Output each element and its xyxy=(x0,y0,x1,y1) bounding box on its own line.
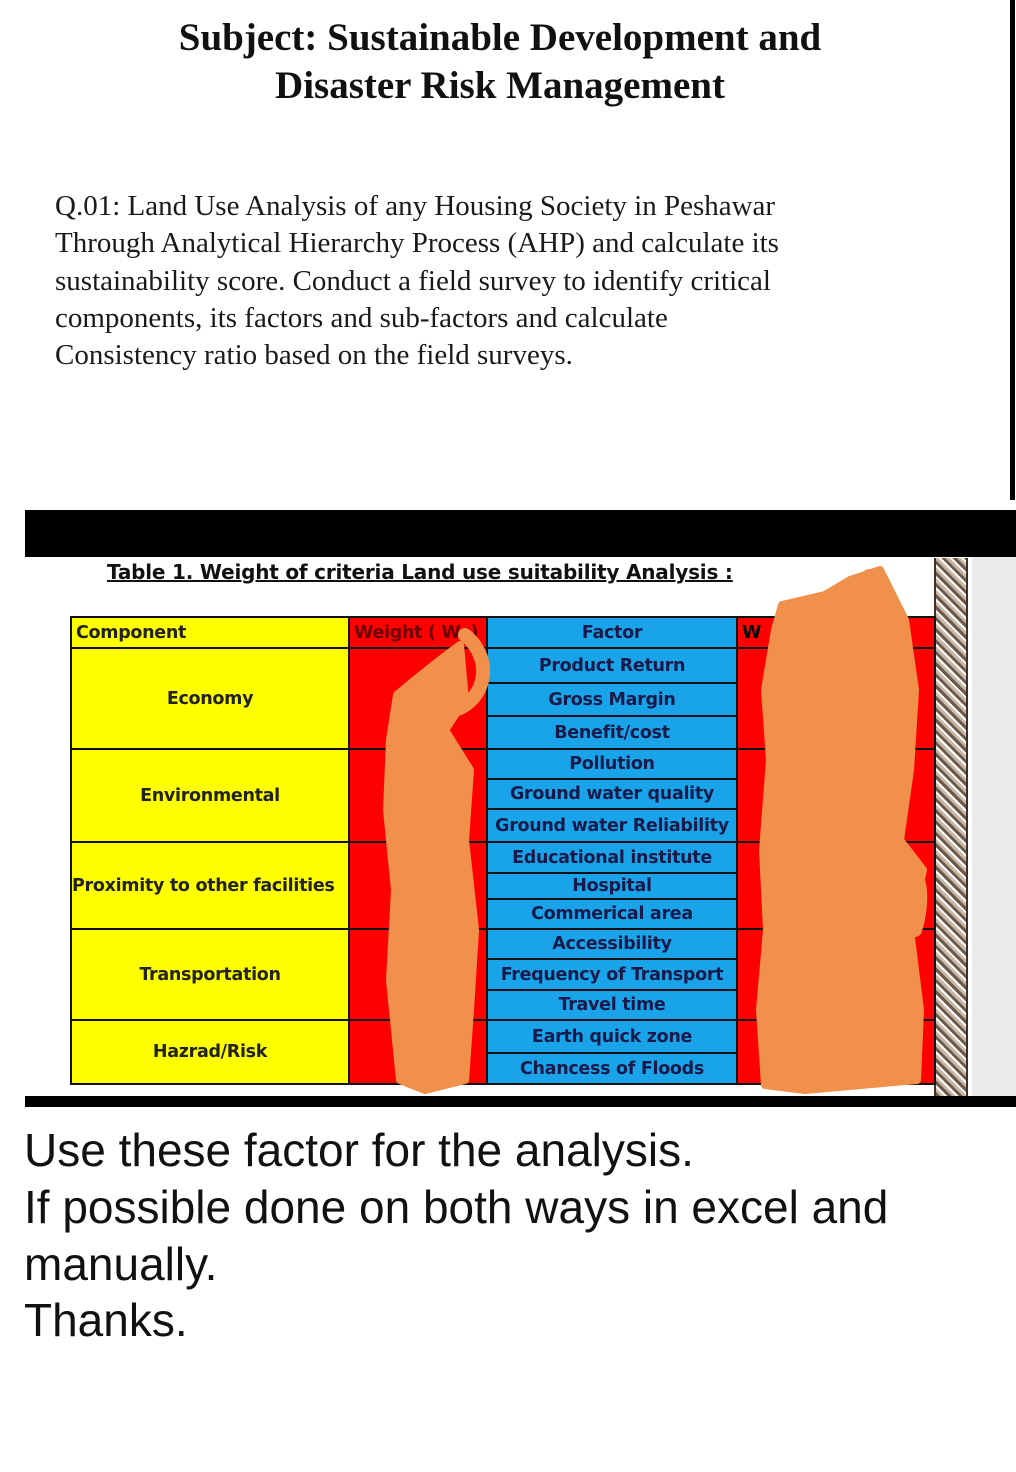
message-line: Use these factor for the analysis. xyxy=(24,1124,694,1176)
header-factor: Factor xyxy=(486,616,738,649)
message-line: If possible done on both ways in excel and xyxy=(24,1180,889,1233)
factor-cell: Chancess of Floods xyxy=(486,1052,738,1085)
subject-line-2: Disaster Risk Management xyxy=(275,64,725,107)
factor-cell: Ground water quality xyxy=(486,778,738,810)
question-line: sustainability score. Conduct a field survey to identify critical xyxy=(55,264,771,297)
page-edge-rule xyxy=(1010,0,1015,500)
header-value: W xyxy=(736,616,936,649)
factor-cell: Benefit/cost xyxy=(486,715,738,750)
screenshot-bottom-bar xyxy=(25,1096,1016,1107)
factor-cell: Accessibility xyxy=(486,928,738,960)
factor-cell: Commerical area xyxy=(486,898,738,930)
factor-cell: Ground water Reliability xyxy=(486,808,738,843)
component-environmental: Environmental xyxy=(70,748,350,843)
component-economy: Economy xyxy=(70,647,350,750)
factor-cell: Frequency of Transport xyxy=(486,958,738,991)
factor-cell: Gross Margin xyxy=(486,682,738,717)
question-line: Consistency ratio based on the field surveys. xyxy=(55,339,573,372)
question-line: components, its factors and sub-factors and calculate xyxy=(55,301,668,334)
table-title: Table 1. Weight of criteria Land use suitability Analysis : xyxy=(107,560,733,584)
factor-cell: Travel time xyxy=(486,989,738,1021)
factor-cell: Product Return xyxy=(486,647,738,684)
factor-cell: Educational institute xyxy=(486,841,738,874)
question-line: Q.01: Land Use Analysis of any Housing Society in Peshawar xyxy=(55,190,776,222)
factor-cell: Earth quick zone xyxy=(486,1019,738,1054)
cropped-text-remnant xyxy=(250,0,730,10)
component-proximity: Proximity to other facilities xyxy=(70,841,350,930)
component-hazard: Hazrad/Risk xyxy=(70,1019,350,1085)
header-weight: Weight ( Wc) xyxy=(348,616,488,649)
redaction-scribble xyxy=(25,510,1016,1107)
question-text xyxy=(55,188,875,374)
header-component: Component xyxy=(70,616,350,649)
table-screenshot xyxy=(25,510,1016,1107)
question-line: Through Analytical Hierarchy Process (AHP) and calculate its xyxy=(55,227,779,260)
factor-cell: Hospital xyxy=(486,872,738,900)
subject-heading xyxy=(60,14,940,110)
subject-line-1: Subject: Sustainable Development and xyxy=(178,16,822,59)
message-text xyxy=(24,1122,984,1349)
message-line: Thanks. xyxy=(24,1294,188,1347)
message-line: manually. xyxy=(24,1237,218,1290)
factor-cell: Pollution xyxy=(486,748,738,780)
component-transportation: Transportation xyxy=(70,928,350,1021)
